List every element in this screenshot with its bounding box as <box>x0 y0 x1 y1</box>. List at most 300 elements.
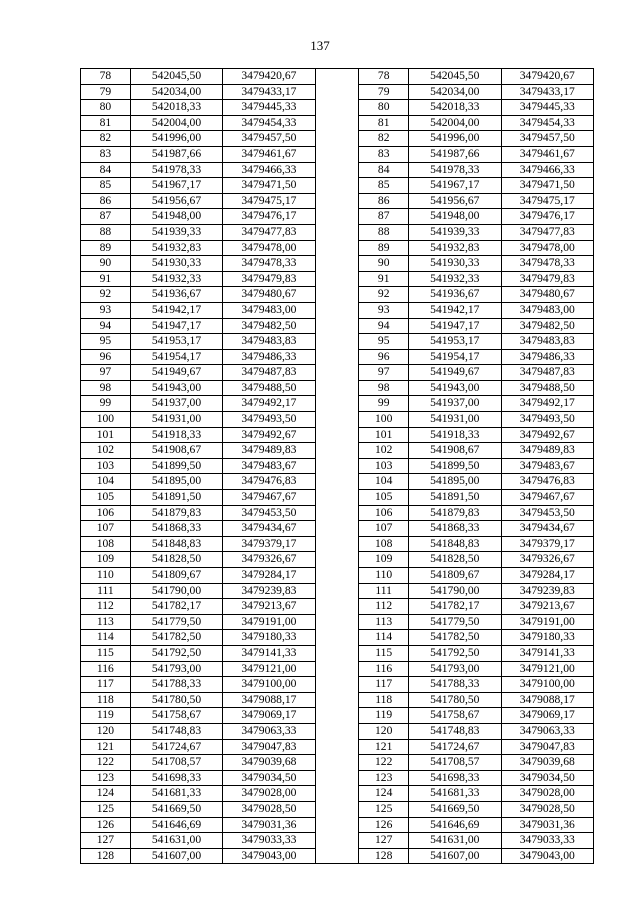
left-point-number-cell: 97 <box>81 365 131 381</box>
right-point-number-cell: 103 <box>359 458 409 474</box>
left-x-coordinate-cell: 542045,50 <box>130 69 222 85</box>
table-row <box>81 692 594 708</box>
right-y-coordinate-cell: 3479478,00 <box>501 240 593 256</box>
right-x-coordinate-cell: 541949,67 <box>409 365 501 381</box>
column-gap <box>315 318 359 334</box>
left-point-number-cell: 127 <box>81 833 131 849</box>
column-gap <box>315 84 359 100</box>
left-point-number-cell: 126 <box>81 817 131 833</box>
left-x-coordinate-cell: 541936,67 <box>130 287 222 303</box>
left-point-number-cell: 116 <box>81 661 131 677</box>
table-row <box>81 224 594 240</box>
right-point-number-cell: 105 <box>359 490 409 506</box>
left-y-coordinate-cell: 3479063,33 <box>223 723 315 739</box>
right-x-coordinate-cell: 541937,00 <box>409 396 501 412</box>
right-y-coordinate-cell: 3479466,33 <box>501 162 593 178</box>
left-x-coordinate-cell: 541828,50 <box>130 552 222 568</box>
right-point-number-cell: 94 <box>359 318 409 334</box>
column-gap <box>315 833 359 849</box>
table-row <box>81 536 594 552</box>
right-point-number-cell: 121 <box>359 739 409 755</box>
left-y-coordinate-cell: 3479088,17 <box>223 692 315 708</box>
right-x-coordinate-cell: 541607,00 <box>409 848 501 864</box>
table-row <box>81 443 594 459</box>
right-point-number-cell: 124 <box>359 786 409 802</box>
right-point-number-cell: 91 <box>359 271 409 287</box>
left-x-coordinate-cell: 541918,33 <box>130 427 222 443</box>
right-point-number-cell: 120 <box>359 723 409 739</box>
right-y-coordinate-cell: 3479028,00 <box>501 786 593 802</box>
left-point-number-cell: 87 <box>81 209 131 225</box>
left-y-coordinate-cell: 3479069,17 <box>223 708 315 724</box>
left-y-coordinate-cell: 3479478,00 <box>223 240 315 256</box>
left-point-number-cell: 95 <box>81 334 131 350</box>
left-x-coordinate-cell: 541942,17 <box>130 302 222 318</box>
left-x-coordinate-cell: 541708,57 <box>130 755 222 771</box>
left-x-coordinate-cell: 541792,50 <box>130 645 222 661</box>
column-gap <box>315 178 359 194</box>
right-point-number-cell: 102 <box>359 443 409 459</box>
right-y-coordinate-cell: 3479486,33 <box>501 349 593 365</box>
right-y-coordinate-cell: 3479467,67 <box>501 490 593 506</box>
left-y-coordinate-cell: 3479488,50 <box>223 380 315 396</box>
right-point-number-cell: 100 <box>359 412 409 428</box>
right-y-coordinate-cell: 3479121,00 <box>501 661 593 677</box>
right-point-number-cell: 80 <box>359 100 409 116</box>
right-x-coordinate-cell: 541939,33 <box>409 224 501 240</box>
table-row <box>81 552 594 568</box>
right-x-coordinate-cell: 541708,57 <box>409 755 501 771</box>
table-row <box>81 661 594 677</box>
left-point-number-cell: 103 <box>81 458 131 474</box>
table-row <box>81 271 594 287</box>
right-x-coordinate-cell: 541895,00 <box>409 474 501 490</box>
left-point-number-cell: 102 <box>81 443 131 459</box>
left-point-number-cell: 110 <box>81 568 131 584</box>
table-row <box>81 193 594 209</box>
column-gap <box>315 568 359 584</box>
left-point-number-cell: 100 <box>81 412 131 428</box>
left-x-coordinate-cell: 541967,17 <box>130 178 222 194</box>
right-x-coordinate-cell: 541646,69 <box>409 817 501 833</box>
left-y-coordinate-cell: 3479480,67 <box>223 287 315 303</box>
right-y-coordinate-cell: 3479454,33 <box>501 115 593 131</box>
left-y-coordinate-cell: 3479039,68 <box>223 755 315 771</box>
page-number: 137 <box>310 38 330 53</box>
table-row <box>81 115 594 131</box>
column-gap <box>315 490 359 506</box>
table-row <box>81 739 594 755</box>
left-x-coordinate-cell: 541782,50 <box>130 630 222 646</box>
left-y-coordinate-cell: 3479121,00 <box>223 661 315 677</box>
right-point-number-cell: 128 <box>359 848 409 864</box>
right-point-number-cell: 108 <box>359 536 409 552</box>
left-point-number-cell: 117 <box>81 677 131 693</box>
right-point-number-cell: 90 <box>359 256 409 272</box>
column-gap <box>315 521 359 537</box>
right-y-coordinate-cell: 3479492,17 <box>501 396 593 412</box>
right-y-coordinate-cell: 3479039,68 <box>501 755 593 771</box>
table-row <box>81 302 594 318</box>
table-row <box>81 645 594 661</box>
column-gap <box>315 474 359 490</box>
right-point-number-cell: 110 <box>359 568 409 584</box>
right-y-coordinate-cell: 3479379,17 <box>501 536 593 552</box>
right-point-number-cell: 92 <box>359 287 409 303</box>
left-point-number-cell: 93 <box>81 302 131 318</box>
column-gap <box>315 115 359 131</box>
right-y-coordinate-cell: 3479480,67 <box>501 287 593 303</box>
right-x-coordinate-cell: 541779,50 <box>409 614 501 630</box>
left-y-coordinate-cell: 3479445,33 <box>223 100 315 116</box>
right-y-coordinate-cell: 3479420,67 <box>501 69 593 85</box>
right-y-coordinate-cell: 3479479,83 <box>501 271 593 287</box>
left-x-coordinate-cell: 541987,66 <box>130 146 222 162</box>
right-x-coordinate-cell: 541868,33 <box>409 521 501 537</box>
right-y-coordinate-cell: 3479433,17 <box>501 84 593 100</box>
left-point-number-cell: 108 <box>81 536 131 552</box>
right-point-number-cell: 97 <box>359 365 409 381</box>
right-point-number-cell: 78 <box>359 69 409 85</box>
table-row <box>81 69 594 85</box>
column-gap <box>315 193 359 209</box>
left-point-number-cell: 85 <box>81 178 131 194</box>
right-point-number-cell: 95 <box>359 334 409 350</box>
left-x-coordinate-cell: 542018,33 <box>130 100 222 116</box>
right-point-number-cell: 107 <box>359 521 409 537</box>
table-row <box>81 786 594 802</box>
right-x-coordinate-cell: 541724,67 <box>409 739 501 755</box>
column-gap <box>315 661 359 677</box>
column-gap <box>315 770 359 786</box>
left-y-coordinate-cell: 3479047,83 <box>223 739 315 755</box>
left-x-coordinate-cell: 541931,00 <box>130 412 222 428</box>
right-point-number-cell: 106 <box>359 505 409 521</box>
left-x-coordinate-cell: 541954,17 <box>130 349 222 365</box>
left-y-coordinate-cell: 3479420,67 <box>223 69 315 85</box>
left-point-number-cell: 105 <box>81 490 131 506</box>
left-point-number-cell: 96 <box>81 349 131 365</box>
left-x-coordinate-cell: 541779,50 <box>130 614 222 630</box>
left-point-number-cell: 111 <box>81 583 131 599</box>
right-y-coordinate-cell: 3479191,00 <box>501 614 593 630</box>
right-x-coordinate-cell: 541978,33 <box>409 162 501 178</box>
right-point-number-cell: 115 <box>359 645 409 661</box>
left-x-coordinate-cell: 541932,33 <box>130 271 222 287</box>
right-x-coordinate-cell: 541954,17 <box>409 349 501 365</box>
left-x-coordinate-cell: 541809,67 <box>130 568 222 584</box>
column-gap <box>315 801 359 817</box>
column-gap <box>315 69 359 85</box>
left-point-number-cell: 119 <box>81 708 131 724</box>
left-y-coordinate-cell: 3479476,83 <box>223 474 315 490</box>
right-point-number-cell: 119 <box>359 708 409 724</box>
left-y-coordinate-cell: 3479034,50 <box>223 770 315 786</box>
left-x-coordinate-cell: 541681,33 <box>130 786 222 802</box>
table-row <box>81 614 594 630</box>
right-point-number-cell: 96 <box>359 349 409 365</box>
left-x-coordinate-cell: 541949,67 <box>130 365 222 381</box>
column-gap <box>315 708 359 724</box>
right-x-coordinate-cell: 541918,33 <box>409 427 501 443</box>
right-y-coordinate-cell: 3479478,33 <box>501 256 593 272</box>
table-row <box>81 583 594 599</box>
left-point-number-cell: 86 <box>81 193 131 209</box>
column-gap <box>315 458 359 474</box>
right-y-coordinate-cell: 3479487,83 <box>501 365 593 381</box>
right-x-coordinate-cell: 541942,17 <box>409 302 501 318</box>
left-x-coordinate-cell: 541758,67 <box>130 708 222 724</box>
right-x-coordinate-cell: 542045,50 <box>409 69 501 85</box>
left-x-coordinate-cell: 541848,83 <box>130 536 222 552</box>
left-y-coordinate-cell: 3479043,00 <box>223 848 315 864</box>
right-x-coordinate-cell: 541788,33 <box>409 677 501 693</box>
table-row <box>81 833 594 849</box>
table-row <box>81 755 594 771</box>
left-x-coordinate-cell: 541607,00 <box>130 848 222 864</box>
left-y-coordinate-cell: 3479284,17 <box>223 568 315 584</box>
right-y-coordinate-cell: 3479043,00 <box>501 848 593 864</box>
column-gap <box>315 396 359 412</box>
table-row <box>81 630 594 646</box>
left-point-number-cell: 121 <box>81 739 131 755</box>
column-gap <box>315 536 359 552</box>
right-x-coordinate-cell: 541932,83 <box>409 240 501 256</box>
column-gap <box>315 630 359 646</box>
table-row <box>81 146 594 162</box>
left-x-coordinate-cell: 541996,00 <box>130 131 222 147</box>
column-gap <box>315 302 359 318</box>
left-point-number-cell: 83 <box>81 146 131 162</box>
right-y-coordinate-cell: 3479034,50 <box>501 770 593 786</box>
right-x-coordinate-cell: 542018,33 <box>409 100 501 116</box>
left-x-coordinate-cell: 541646,69 <box>130 817 222 833</box>
left-point-number-cell: 90 <box>81 256 131 272</box>
right-y-coordinate-cell: 3479047,83 <box>501 739 593 755</box>
table-row <box>81 318 594 334</box>
right-y-coordinate-cell: 3479483,00 <box>501 302 593 318</box>
right-x-coordinate-cell: 541996,00 <box>409 131 501 147</box>
left-y-coordinate-cell: 3479475,17 <box>223 193 315 209</box>
column-gap <box>315 817 359 833</box>
left-x-coordinate-cell: 541948,00 <box>130 209 222 225</box>
column-gap <box>315 739 359 755</box>
left-x-coordinate-cell: 541939,33 <box>130 224 222 240</box>
left-x-coordinate-cell: 541788,33 <box>130 677 222 693</box>
left-y-coordinate-cell: 3479239,83 <box>223 583 315 599</box>
left-y-coordinate-cell: 3479028,00 <box>223 786 315 802</box>
column-gap <box>315 848 359 864</box>
right-x-coordinate-cell: 541943,00 <box>409 380 501 396</box>
right-point-number-cell: 116 <box>359 661 409 677</box>
table-row <box>81 178 594 194</box>
right-point-number-cell: 104 <box>359 474 409 490</box>
left-y-coordinate-cell: 3479492,67 <box>223 427 315 443</box>
right-y-coordinate-cell: 3479493,50 <box>501 412 593 428</box>
left-point-number-cell: 84 <box>81 162 131 178</box>
table-row <box>81 521 594 537</box>
left-y-coordinate-cell: 3479467,67 <box>223 490 315 506</box>
right-point-number-cell: 86 <box>359 193 409 209</box>
table-row <box>81 490 594 506</box>
left-x-coordinate-cell: 541978,33 <box>130 162 222 178</box>
right-x-coordinate-cell: 541936,67 <box>409 287 501 303</box>
column-gap <box>315 162 359 178</box>
left-point-number-cell: 91 <box>81 271 131 287</box>
left-point-number-cell: 89 <box>81 240 131 256</box>
column-gap <box>315 786 359 802</box>
right-point-number-cell: 127 <box>359 833 409 849</box>
right-x-coordinate-cell: 541953,17 <box>409 334 501 350</box>
right-point-number-cell: 112 <box>359 599 409 615</box>
column-gap <box>315 224 359 240</box>
right-x-coordinate-cell: 541780,50 <box>409 692 501 708</box>
table-row <box>81 474 594 490</box>
left-y-coordinate-cell: 3479434,67 <box>223 521 315 537</box>
right-y-coordinate-cell: 3479492,67 <box>501 427 593 443</box>
right-x-coordinate-cell: 541908,67 <box>409 443 501 459</box>
left-y-coordinate-cell: 3479471,50 <box>223 178 315 194</box>
left-point-number-cell: 82 <box>81 131 131 147</box>
left-y-coordinate-cell: 3479476,17 <box>223 209 315 225</box>
right-x-coordinate-cell: 541931,00 <box>409 412 501 428</box>
table-row <box>81 287 594 303</box>
left-x-coordinate-cell: 541947,17 <box>130 318 222 334</box>
right-point-number-cell: 117 <box>359 677 409 693</box>
left-point-number-cell: 106 <box>81 505 131 521</box>
left-point-number-cell: 109 <box>81 552 131 568</box>
column-gap <box>315 614 359 630</box>
column-gap <box>315 427 359 443</box>
left-x-coordinate-cell: 541748,83 <box>130 723 222 739</box>
left-x-coordinate-cell: 541724,67 <box>130 739 222 755</box>
left-y-coordinate-cell: 3479482,50 <box>223 318 315 334</box>
right-y-coordinate-cell: 3479028,50 <box>501 801 593 817</box>
left-y-coordinate-cell: 3479213,67 <box>223 599 315 615</box>
left-point-number-cell: 80 <box>81 100 131 116</box>
right-point-number-cell: 93 <box>359 302 409 318</box>
right-x-coordinate-cell: 541848,83 <box>409 536 501 552</box>
left-y-coordinate-cell: 3479483,83 <box>223 334 315 350</box>
right-y-coordinate-cell: 3479476,83 <box>501 474 593 490</box>
left-y-coordinate-cell: 3479483,67 <box>223 458 315 474</box>
left-point-number-cell: 128 <box>81 848 131 864</box>
left-point-number-cell: 101 <box>81 427 131 443</box>
table-row <box>81 209 594 225</box>
table-row <box>81 848 594 864</box>
right-point-number-cell: 118 <box>359 692 409 708</box>
left-y-coordinate-cell: 3479489,83 <box>223 443 315 459</box>
left-point-number-cell: 118 <box>81 692 131 708</box>
right-y-coordinate-cell: 3479476,17 <box>501 209 593 225</box>
left-y-coordinate-cell: 3479477,83 <box>223 224 315 240</box>
right-y-coordinate-cell: 3479457,50 <box>501 131 593 147</box>
right-x-coordinate-cell: 541879,83 <box>409 505 501 521</box>
column-gap <box>315 677 359 693</box>
table-row <box>81 396 594 412</box>
left-x-coordinate-cell: 541891,50 <box>130 490 222 506</box>
left-point-number-cell: 113 <box>81 614 131 630</box>
right-x-coordinate-cell: 542034,00 <box>409 84 501 100</box>
left-y-coordinate-cell: 3479031,36 <box>223 817 315 833</box>
right-x-coordinate-cell: 541947,17 <box>409 318 501 334</box>
table-row <box>81 505 594 521</box>
left-x-coordinate-cell: 542004,00 <box>130 115 222 131</box>
right-point-number-cell: 123 <box>359 770 409 786</box>
column-gap <box>315 209 359 225</box>
right-y-coordinate-cell: 3479477,83 <box>501 224 593 240</box>
right-point-number-cell: 109 <box>359 552 409 568</box>
table-row <box>81 162 594 178</box>
left-x-coordinate-cell: 541793,00 <box>130 661 222 677</box>
left-x-coordinate-cell: 541908,67 <box>130 443 222 459</box>
left-x-coordinate-cell: 541780,50 <box>130 692 222 708</box>
column-gap <box>315 256 359 272</box>
column-gap <box>315 583 359 599</box>
right-point-number-cell: 113 <box>359 614 409 630</box>
left-x-coordinate-cell: 541868,33 <box>130 521 222 537</box>
column-gap <box>315 380 359 396</box>
right-y-coordinate-cell: 3479434,67 <box>501 521 593 537</box>
right-x-coordinate-cell: 541930,33 <box>409 256 501 272</box>
left-x-coordinate-cell: 541895,00 <box>130 474 222 490</box>
right-y-coordinate-cell: 3479475,17 <box>501 193 593 209</box>
right-x-coordinate-cell: 541899,50 <box>409 458 501 474</box>
table-row <box>81 84 594 100</box>
column-gap <box>315 287 359 303</box>
left-y-coordinate-cell: 3479033,33 <box>223 833 315 849</box>
right-point-number-cell: 83 <box>359 146 409 162</box>
left-y-coordinate-cell: 3479141,33 <box>223 645 315 661</box>
left-y-coordinate-cell: 3479454,33 <box>223 115 315 131</box>
right-x-coordinate-cell: 541987,66 <box>409 146 501 162</box>
right-x-coordinate-cell: 541782,17 <box>409 599 501 615</box>
left-point-number-cell: 98 <box>81 380 131 396</box>
right-x-coordinate-cell: 541792,50 <box>409 645 501 661</box>
left-x-coordinate-cell: 541669,50 <box>130 801 222 817</box>
table-row <box>81 256 594 272</box>
table-row <box>81 334 594 350</box>
left-point-number-cell: 115 <box>81 645 131 661</box>
table-row <box>81 801 594 817</box>
left-y-coordinate-cell: 3479479,83 <box>223 271 315 287</box>
table-row <box>81 100 594 116</box>
table-row <box>81 240 594 256</box>
right-y-coordinate-cell: 3479033,33 <box>501 833 593 849</box>
right-y-coordinate-cell: 3479483,83 <box>501 334 593 350</box>
left-point-number-cell: 94 <box>81 318 131 334</box>
table-row <box>81 131 594 147</box>
right-y-coordinate-cell: 3479461,67 <box>501 146 593 162</box>
right-y-coordinate-cell: 3479326,67 <box>501 552 593 568</box>
left-point-number-cell: 123 <box>81 770 131 786</box>
right-point-number-cell: 111 <box>359 583 409 599</box>
column-gap <box>315 412 359 428</box>
left-point-number-cell: 79 <box>81 84 131 100</box>
right-y-coordinate-cell: 3479141,33 <box>501 645 593 661</box>
right-x-coordinate-cell: 541956,67 <box>409 193 501 209</box>
table-row <box>81 380 594 396</box>
left-x-coordinate-cell: 541932,83 <box>130 240 222 256</box>
column-gap <box>315 146 359 162</box>
table-row <box>81 412 594 428</box>
left-point-number-cell: 107 <box>81 521 131 537</box>
left-y-coordinate-cell: 3479478,33 <box>223 256 315 272</box>
right-point-number-cell: 101 <box>359 427 409 443</box>
right-y-coordinate-cell: 3479482,50 <box>501 318 593 334</box>
left-point-number-cell: 92 <box>81 287 131 303</box>
table-row <box>81 708 594 724</box>
